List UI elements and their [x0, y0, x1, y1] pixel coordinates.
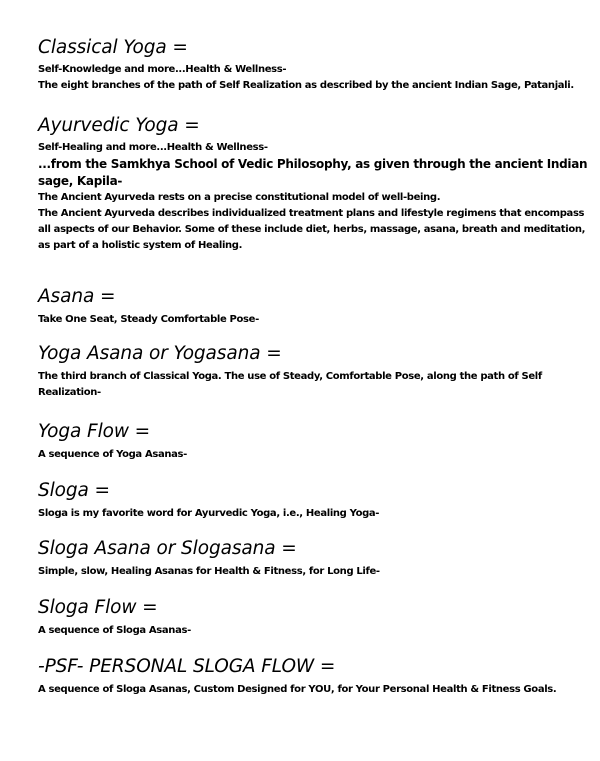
- term-heading: Sloga Asana or Slogasana =: [38, 538, 297, 559]
- definition-line: The Ancient Ayurveda describes individualized treatment plans and lifestyle regimens that encompass all aspects of our Behavior. Some of these include diet, herbs, massage, asana, breath and meditation, as part of a holistic system of Healing.: [38, 208, 586, 251]
- definition-line: A sequence of Yoga Asanas-: [38, 449, 187, 460]
- definition-line: The Ancient Ayurveda rests on a precise constitutional model of well-being.: [38, 192, 441, 203]
- definition-line: The third branch of Classical Yoga. The use of Steady, Comfortable Pose, along the path of Self Realization-: [38, 371, 542, 398]
- definition-line: ...from the Samkhya School of Vedic Philosophy, as given through the ancient Indian sage, Kapila-: [38, 157, 588, 188]
- term-heading: Yoga Flow =: [38, 421, 151, 442]
- definition-line: Self-Healing and more...Health & Wellness-: [38, 142, 268, 153]
- entry-yoga-flow: [38, 420, 590, 463]
- entry-sloga-asana: [38, 537, 590, 580]
- entry-personal-sloga-flow: [38, 655, 590, 698]
- entry-asana: [38, 285, 590, 328]
- definition-line: A sequence of Sloga Asanas-: [38, 625, 191, 636]
- term-heading: Sloga =: [38, 480, 110, 501]
- entry-sloga: [38, 479, 590, 522]
- definition-line: Sloga is my favorite word for Ayurvedic Yoga, i.e., Healing Yoga-: [38, 508, 380, 519]
- entry-ayurvedic-yoga: [38, 114, 590, 254]
- definition-line: Simple, slow, Healing Asanas for Health & Fitness, for Long Life-: [38, 566, 380, 577]
- term-heading: -PSF- PERSONAL SLOGA FLOW =: [38, 656, 336, 677]
- definition-line: A sequence of Sloga Asanas, Custom Designed for YOU, for Your Personal Health & Fitness Goals.: [38, 684, 557, 695]
- entry-classical-yoga: [38, 36, 590, 94]
- definition-line: Self-Knowledge and more...Health & Wellness-: [38, 64, 287, 75]
- term-heading: Yoga Asana or Yogasana =: [38, 343, 282, 364]
- entry-yoga-asana: [38, 342, 590, 401]
- term-heading: Classical Yoga =: [38, 37, 188, 58]
- definition-line: The eight branches of the path of Self Realization as described by the ancient Indian Sage, Patanjali.: [38, 80, 574, 91]
- term-heading: Asana =: [38, 286, 116, 307]
- definition-line: Take One Seat, Steady Comfortable Pose-: [38, 314, 259, 325]
- term-heading: Sloga Flow =: [38, 597, 158, 618]
- term-heading: Ayurvedic Yoga =: [38, 115, 200, 136]
- entry-sloga-flow: [38, 596, 590, 639]
